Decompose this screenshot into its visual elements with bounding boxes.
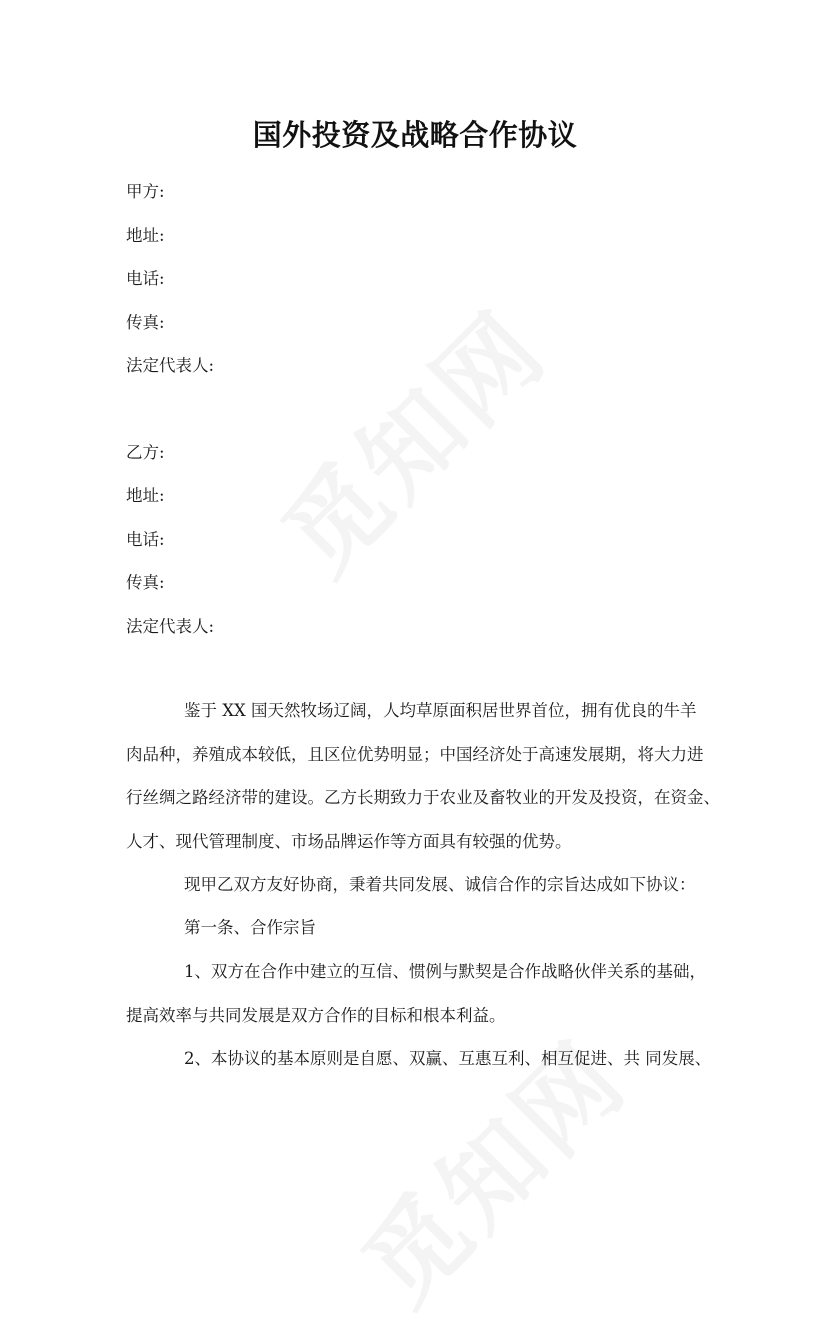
- clause-line: 1、双方在合作中建立的互信、惯例与默契是合作战略伙伴关系的基础，: [184, 962, 706, 981]
- party-a-fax: 传真:: [126, 313, 165, 332]
- party-a-rep: 法定代表人:: [126, 356, 215, 375]
- party-b-fax: 传真:: [126, 573, 165, 592]
- preamble-line: 行丝绸之路经济带的建设。乙方长期致力于农业及畜牧业的开发及投资，在资金、: [126, 788, 720, 807]
- party-b-rep: 法定代表人:: [126, 617, 215, 636]
- clause-line: 提高效率与共同发展是双方合作的目标和根本利益。: [126, 1005, 506, 1025]
- preamble-line: 鉴于 XX 国天然牧场辽阔，人均草原面积居世界首位，拥有优良的牛羊: [184, 701, 697, 720]
- preamble-line: 人才、现代管理制度、市场品牌运作等方面具有较强的优势。: [126, 831, 572, 851]
- party-a-label: 甲方:: [126, 182, 165, 201]
- article-1-heading-text: 第一条、合作宗旨: [184, 918, 316, 937]
- watermark: [246, 274, 573, 601]
- clause-2-paragraph: [126, 1037, 716, 1081]
- article-1-heading: [126, 906, 716, 950]
- party-b-phone: 电话:: [126, 530, 165, 549]
- document-title: 国外投资及战略合作协议: [252, 118, 578, 152]
- preamble-paragraph: [126, 689, 720, 863]
- agreement-intro: [126, 863, 716, 907]
- clause-1-paragraph: [126, 950, 716, 1037]
- party-b-address: 地址:: [126, 486, 165, 505]
- preamble-line: 肉品种，养殖成本较低，且区位优势明显；中国经济处于高速发展期，将大力进: [126, 744, 704, 764]
- party-b-label: 乙方:: [126, 443, 165, 462]
- clause-line: 2、本协议的基本原则是自愿、双赢、互惠互利、相互促进、共 同发展、: [184, 1049, 712, 1068]
- agreement-intro-text: 现甲乙双方友好协商，秉着共同发展、诚信合作的宗旨达成如下协议：: [184, 875, 696, 894]
- party-a-phone: 电话:: [126, 269, 165, 288]
- party-a-address: 地址:: [126, 226, 165, 245]
